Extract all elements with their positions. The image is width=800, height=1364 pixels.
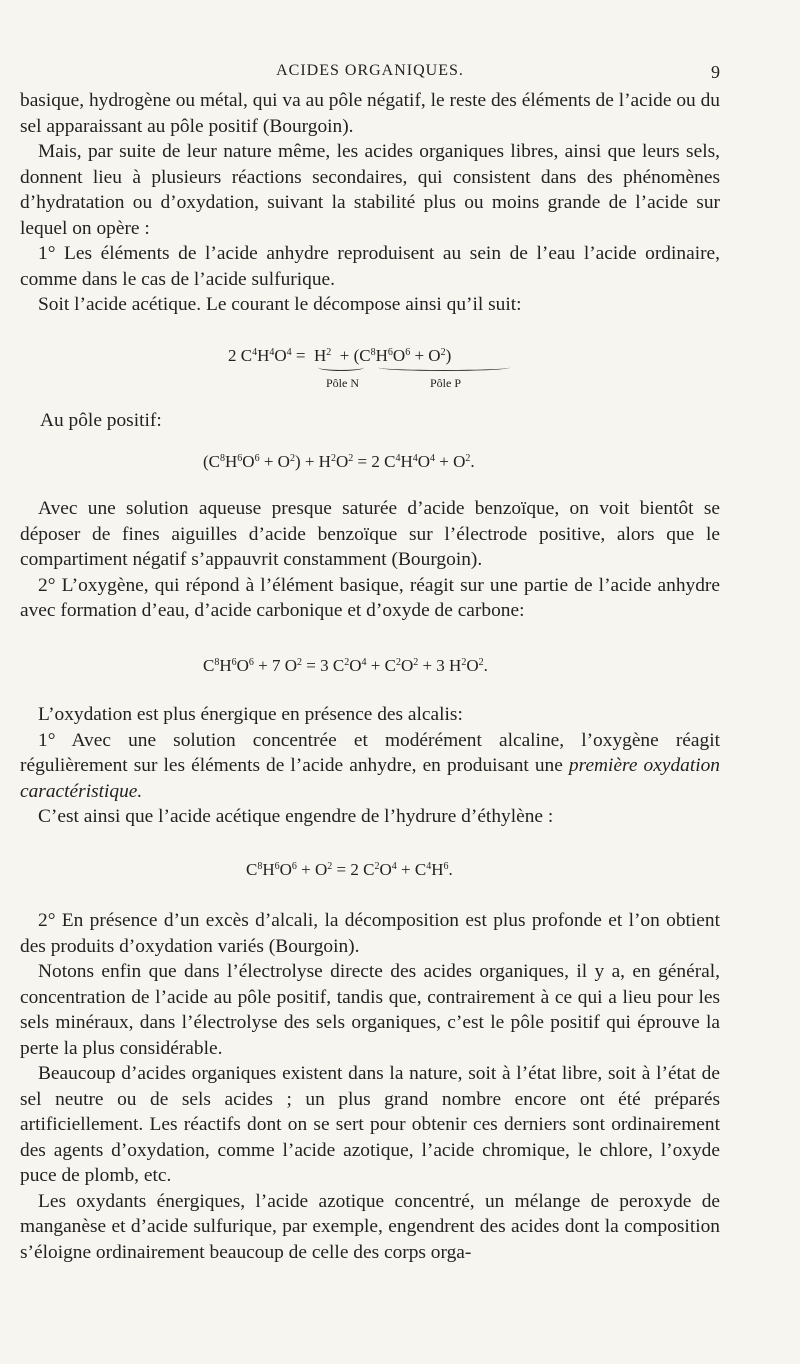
text-block-2 (20, 496, 720, 624)
text-block-1 (20, 88, 720, 318)
paragraph: 2° L’oxygène, qui répond à l’élément basique, réagit sur une partie de l’acide anhydre avec formation d’eau, d’acide carbonique et d’oxyde de carbone: (20, 574, 720, 621)
paragraph-text: 1° Avec une solution concentrée et modérément alcaline, l’oxygène réagit régulièrement sur les éléments de l’acide anhydre, en produisant une (20, 729, 720, 776)
formula-positive-pole: $(C^8H^6O^6 + O^2) + H^2O^2 = 2$ $C^4H^4O^4 + O^2$. (203, 452, 475, 471)
text-block-4 (20, 908, 720, 1265)
pole-n-label: Pôle N (326, 376, 359, 390)
brace (318, 364, 364, 371)
brace (378, 364, 510, 371)
paragraph: 2° En présence d’un excès d’alcali, la décomposition est plus profonde et l’on obtient des produits d’oxydation variés (Bourgoin). (20, 910, 720, 957)
paragraph: Mais, par suite de leur nature même, les acides organiques libres, ainsi que leurs sels, donnent lieu à plusieurs réactions secondaires, qui consistent dans des phénomènes d’hydratation ou d’oxydation, suivant la stabilité plus ou moins grande de l’acide sur lequel on opère : (20, 141, 720, 239)
text-block-3 (20, 702, 720, 830)
pole-p-label: Pôle P (430, 376, 462, 390)
formula-acetic-decomposition: 2 $C^4H^4O^4 = H^2 + (C^8H^6O^6 + O^2)$ (228, 346, 452, 365)
paragraph: Avec une solution aqueuse presque saturée d’acide benzoïque, on voit bientôt se déposer de fines aiguilles d’acide benzoïque sur l’électrode positive, alors que le compartiment négatif s’appauvrit constamment (Bourgoin). (20, 498, 720, 570)
formula-oxygen-reaction: $C^8H^6O^6 + 7$ $O^2 = 3$ $C^2O^4 + C^2O^2 + 3$ $H^2O^2$. (203, 656, 488, 675)
paragraph: Soit l’acide acétique. Le courant le décompose ainsi qu’il suit: (38, 294, 522, 315)
paragraph: Beaucoup d’acides organiques existent dans la nature, soit à l’état libre, soit à l’état de sel neutre ou de sels acides ; un plus grand nombre encore ont été préparés artificiellement. Les réactifs dont on se sert pour obtenir ces derniers sont ordinairement des agents d’oxydation, comme l’acide azotique, l’acide chromique, le chlore, l’oxyde puce de plomb, etc. (20, 1063, 720, 1186)
paragraph: Notons enfin que dans l’électrolyse directe des acides organiques, il y a, en général, concentration de l’acide au pôle positif, tandis que, contrairement à ce qui a lieu pour les sels minéraux, dans l’électrolyse des sels organiques, c’est le pôle positif qui éprouve la perte la plus considérable. (20, 961, 720, 1059)
page-number: 9 (711, 62, 720, 82)
emphasis: première oxydation caractéristique. (20, 755, 721, 802)
paragraph: L’oxydation est plus énergique en présence des alcalis: (38, 704, 463, 725)
paragraph: basique, hydrogène ou métal, qui va au pôle négatif, le reste des éléments de l’acide ou du sel apparaissant au pôle positif (Bourgoin). (20, 90, 720, 137)
positive-pole-label: Au pôle positif: (40, 410, 162, 431)
paragraph: 1° Les éléments de l’acide anhydre reproduisent au sein de l’eau l’acide ordinaire, comme dans le cas de l’acide sulfurique. (20, 243, 720, 290)
paragraph: Les oxydants énergiques, l’acide azotique concentré, un mélange de peroxyde de manganèse et d’acide sulfurique, par exemple, engendrent des acides dont la composition s’éloigne ordinairement beaucoup de celle des corps orga- (20, 1190, 720, 1263)
running-title: ACIDES ORGANIQUES. (276, 62, 464, 79)
formula-ethylene-hydride: $C^8H^6O^6 + O^2 = 2$ $C^2O^4 + C^4H^6$. (246, 860, 453, 879)
paragraph: C’est ainsi que l’acide acétique engendre de l’hydrure d’éthylène : (38, 806, 554, 827)
paragraph (20, 728, 720, 805)
